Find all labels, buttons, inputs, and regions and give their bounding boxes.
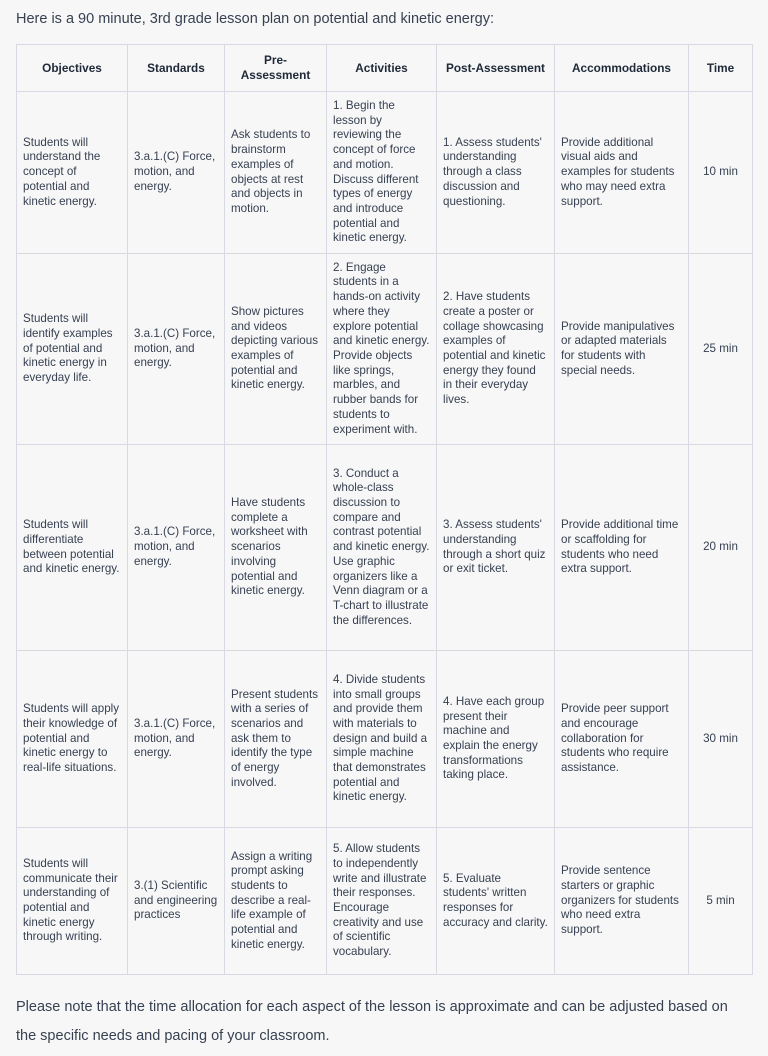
cell-time: 25 min [689, 254, 753, 445]
header-post-assessment: Post-Assessment [437, 45, 555, 92]
cell-pre-assessment: Have students complete a worksheet with scenarios involving potential and kinetic energy. [225, 445, 327, 651]
cell-time: 20 min [689, 445, 753, 651]
table-row [17, 651, 753, 828]
header-activities: Activities [327, 45, 437, 92]
intro-text: Here is a 90 minute, 3rd grade lesson plan on potential and kinetic energy: [16, 11, 494, 27]
cell-time: 10 min [689, 92, 753, 254]
cell-objective: Students will communicate their understanding of potential and kinetic energy through writing. [17, 828, 128, 975]
cell-activity: 2. Engage students in a hands-on activity where they explore potential and kinetic energy. Provide objects like springs, marbles, and rubber bands for students to experiment with. [327, 254, 437, 445]
cell-standard: 3.a.1.(C) Force, motion, and energy. [128, 445, 225, 651]
cell-objective: Students will understand the concept of potential and kinetic energy. [17, 92, 128, 254]
cell-accommodation: Provide sentence starters or graphic organizers for students who need extra support. [555, 828, 689, 975]
table-row [17, 254, 753, 445]
header-standards: Standards [128, 45, 225, 92]
lesson-plan-table [16, 44, 752, 975]
cell-post-assessment: 1. Assess students' understanding through a class discussion and questioning. [437, 92, 555, 254]
table-row [17, 92, 753, 254]
cell-post-assessment: 4. Have each group present their machine and explain the energy transformations taking place. [437, 651, 555, 828]
cell-objective: Students will apply their knowledge of potential and kinetic energy to real-life situations. [17, 651, 128, 828]
cell-pre-assessment: Assign a writing prompt asking students to describe a real-life example of potential and kinetic energy. [225, 828, 327, 975]
cell-standard: 3.(1) Scientific and engineering practices [128, 828, 225, 975]
cell-accommodation: Provide additional visual aids and examples for students who may need extra support. [555, 92, 689, 254]
cell-standard: 3.a.1.(C) Force, motion, and energy. [128, 254, 225, 445]
outro-note: Please note that the time allocation for each aspect of the lesson is approximate and can be adjusted based on the specific needs and pacing of your classroom. [16, 999, 728, 1044]
cell-activity: 1. Begin the lesson by reviewing the concept of force and motion. Discuss different types of energy and introduce potential and kinetic energy. [327, 92, 437, 254]
cell-objective: Students will identify examples of potential and kinetic energy in everyday life. [17, 254, 128, 445]
cell-accommodation: Provide peer support and encourage collaboration for students who require assistance. [555, 651, 689, 828]
cell-accommodation: Provide manipulatives or adapted materials for students with special needs. [555, 254, 689, 445]
table-row [17, 445, 753, 651]
header-objectives: Objectives [17, 45, 128, 92]
header-accommodations: Accommodations [555, 45, 689, 92]
cell-post-assessment: 5. Evaluate students' written responses for accuracy and clarity. [437, 828, 555, 975]
cell-pre-assessment: Show pictures and videos depicting various examples of potential and kinetic energy. [225, 254, 327, 445]
cell-time: 30 min [689, 651, 753, 828]
cell-pre-assessment: Present students with a series of scenarios and ask them to identify the type of energy involved. [225, 651, 327, 828]
cell-activity: 5. Allow students to independently write and illustrate their responses. Encourage creativity and use of scientific vocabulary. [327, 828, 437, 975]
header-time: Time [689, 45, 753, 92]
header-pre-assessment: Pre-Assessment [225, 45, 327, 92]
cell-activity: 3. Conduct a whole-class discussion to compare and contrast potential and kinetic energy. Use graphic organizers like a Venn diagram or a T-chart to illustrate the differences. [327, 445, 437, 651]
table-row [17, 828, 753, 975]
cell-standard: 3.a.1.(C) Force, motion, and energy. [128, 92, 225, 254]
cell-time: 5 min [689, 828, 753, 975]
cell-post-assessment: 2. Have students create a poster or collage showcasing examples of potential and kinetic energy they found in their everyday lives. [437, 254, 555, 445]
cell-objective: Students will differentiate between potential and kinetic energy. [17, 445, 128, 651]
cell-accommodation: Provide additional time or scaffolding for students who need extra support. [555, 445, 689, 651]
cell-standard: 3.a.1.(C) Force, motion, and energy. [128, 651, 225, 828]
cell-pre-assessment: Ask students to brainstorm examples of objects at rest and objects in motion. [225, 92, 327, 254]
cell-post-assessment: 3. Assess students' understanding through a short quiz or exit ticket. [437, 445, 555, 651]
cell-activity: 4. Divide students into small groups and provide them with materials to design and build a simple machine that demonstrates potential and kinetic energy. [327, 651, 437, 828]
table-header-row [17, 45, 753, 92]
